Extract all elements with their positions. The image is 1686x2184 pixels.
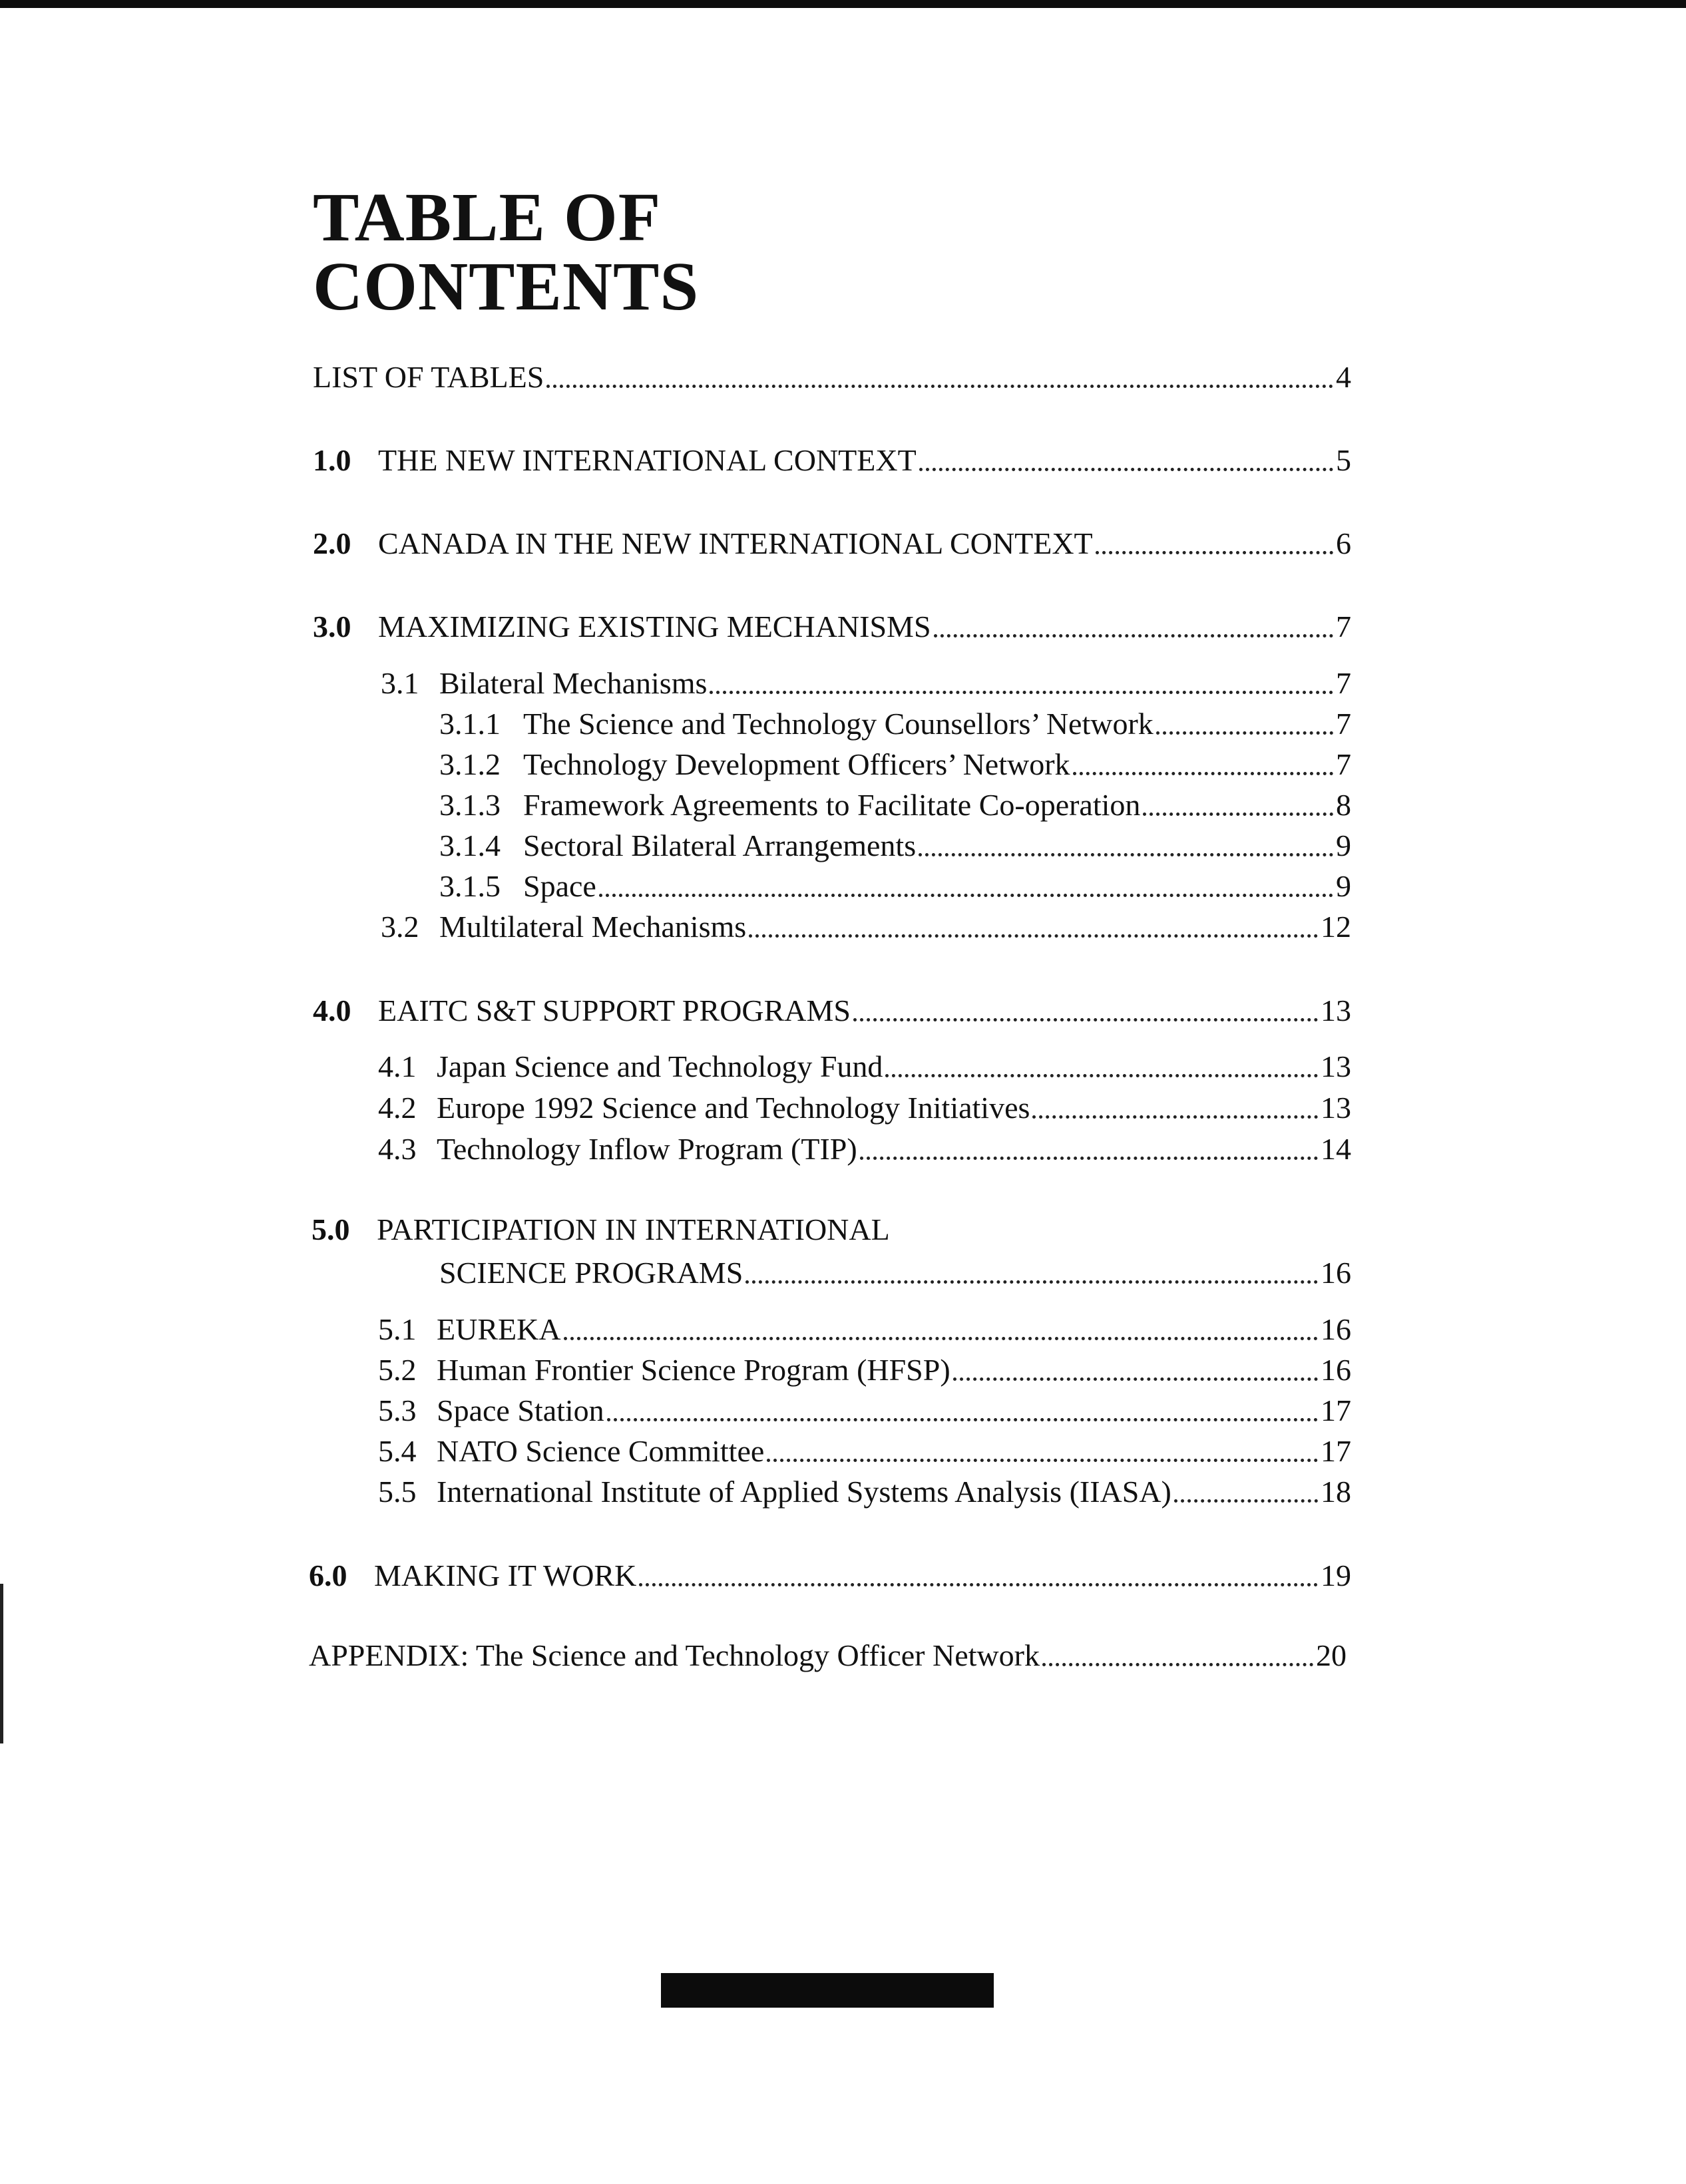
toc-entry-5-5[interactable]: [378, 1471, 1351, 1511]
toc-entry-5-2[interactable]: [378, 1349, 1351, 1389]
toc-entry-page: 7: [1336, 666, 1351, 700]
toc-entry-number: 3.1: [381, 666, 419, 700]
dot-leader: [853, 1018, 1318, 1021]
toc-entry-label: LIST OF TABLES: [313, 360, 544, 394]
dot-leader: [1143, 813, 1333, 816]
toc-entry-label: SCIENCE PROGRAMS: [439, 1256, 743, 1290]
toc-entry-number: 3.1.2: [439, 747, 501, 781]
toc-entry-4-0[interactable]: [313, 990, 1351, 1029]
toc-entry-number: 3.1.5: [439, 869, 501, 903]
toc-entry-label: Multilateral Mechanisms: [439, 910, 747, 944]
toc-entry-page: 13: [1321, 1091, 1351, 1125]
toc-entry-label: NATO Science Committee: [437, 1434, 765, 1468]
toc-entry-label: CANADA IN THE NEW INTERNATIONAL CONTEXT: [378, 526, 1093, 560]
toc-entry-label: Technology Development Officers’ Network: [523, 747, 1070, 781]
dot-leader: [953, 1377, 1318, 1381]
toc-entry-number: 3.2: [381, 910, 419, 944]
toc-entry-page: 13: [1321, 1049, 1351, 1083]
toc-entry-page: 16: [1321, 1256, 1351, 1290]
toc-entry-number: 3.0: [313, 610, 351, 643]
dot-leader: [710, 691, 1333, 694]
toc-entry-3-1-5[interactable]: [439, 865, 1351, 905]
toc-entry-number: 5.4: [378, 1434, 417, 1468]
toc-entry-page: 17: [1321, 1434, 1351, 1468]
toc-entry-page: 7: [1336, 747, 1351, 781]
toc-entry-label: THE NEW INTERNATIONAL CONTEXT: [378, 443, 917, 477]
toc-entry-6-0[interactable]: [309, 1554, 1351, 1594]
page-title-line-2: CONTENTS: [313, 248, 700, 325]
toc-entry-page: 6: [1336, 526, 1351, 560]
dot-leader: [749, 934, 1318, 938]
dot-leader: [919, 853, 1333, 856]
toc-entry-page: 7: [1336, 610, 1351, 643]
toc-entry-label: Space Station: [437, 1393, 604, 1427]
dot-leader: [546, 385, 1333, 388]
toc-entry-page: 9: [1336, 869, 1351, 903]
toc-entry-label: MAKING IT WORK: [374, 1558, 637, 1592]
toc-entry-page: 18: [1321, 1475, 1351, 1509]
redaction-bar: [661, 1973, 994, 2008]
toc-entry-3-1-4[interactable]: [439, 824, 1351, 864]
dot-leader: [639, 1583, 1318, 1586]
toc-entry-number: 4.3: [378, 1132, 417, 1166]
toc-entry-label: Sectoral Bilateral Arrangements: [523, 828, 917, 862]
toc-entry-4-1[interactable]: [378, 1045, 1351, 1085]
page-title-line-1: TABLE OF: [313, 179, 662, 256]
toc-entry-3-1[interactable]: [381, 662, 1351, 702]
toc-entry-3-1-3[interactable]: [439, 784, 1351, 824]
toc-entry-3-0[interactable]: [313, 606, 1351, 645]
toc-entry-label: The Science and Technology Counsellors’ Network: [523, 707, 1154, 741]
toc-entry-number: 3.1.4: [439, 828, 501, 862]
toc-entry-number: 5.0: [312, 1212, 350, 1246]
toc-entry-1-0[interactable]: [313, 439, 1351, 479]
dot-leader: [1174, 1499, 1318, 1503]
dot-leader: [607, 1418, 1318, 1421]
dot-leader: [1096, 551, 1333, 554]
toc-entry-label: Bilateral Mechanisms: [439, 666, 708, 700]
dot-leader: [860, 1157, 1318, 1160]
toc-entry-label: EAITC S&T SUPPORT PROGRAMS: [378, 994, 851, 1027]
toc-entry-page: 17: [1321, 1393, 1351, 1427]
toc-entry-label: Japan Science and Technology Fund: [437, 1049, 883, 1083]
toc-entry-list-of-tables[interactable]: [313, 356, 1351, 396]
dot-leader: [1032, 1115, 1318, 1119]
toc-entry-5-3[interactable]: [378, 1389, 1351, 1429]
toc-entry-label: Space: [523, 869, 596, 903]
toc-entry-number: 3.1.1: [439, 707, 501, 741]
dot-leader: [885, 1074, 1318, 1077]
dot-leader: [1156, 731, 1333, 735]
toc-entry-5-0-line-1[interactable]: [312, 1211, 890, 1248]
toc-entry-number: 5.5: [378, 1475, 417, 1509]
toc-entry-3-1-2[interactable]: [439, 743, 1351, 783]
toc-entry-label: International Institute of Applied Systems Analysis (IIASA): [437, 1475, 1171, 1509]
toc-entry-appendix[interactable]: [309, 1634, 1347, 1674]
toc-entry-page: 5: [1336, 443, 1351, 477]
dot-leader: [1073, 772, 1333, 775]
toc-entry-page: 12: [1321, 910, 1351, 944]
toc-entry-number: 2.0: [313, 526, 351, 560]
toc-entry-3-1-1[interactable]: [439, 703, 1351, 743]
dot-leader: [1042, 1663, 1313, 1666]
toc-entry-page: 16: [1321, 1353, 1351, 1387]
toc-entry-number: 4.0: [313, 994, 351, 1027]
toc-entry-page: 20: [1316, 1638, 1347, 1672]
toc-entry-page: 8: [1336, 788, 1351, 822]
toc-entry-4-3[interactable]: [378, 1128, 1351, 1168]
toc-entry-number: 5.1: [378, 1312, 417, 1346]
toc-entry-page: 4: [1336, 360, 1351, 394]
dot-leader: [564, 1337, 1318, 1340]
toc-entry-number: 5.2: [378, 1353, 417, 1387]
toc-entry-number: 4.1: [378, 1049, 417, 1083]
toc-entry-2-0[interactable]: [313, 522, 1351, 562]
toc-entry-3-2[interactable]: [381, 906, 1351, 946]
toc-entry-label: Technology Inflow Program (TIP): [437, 1132, 857, 1166]
dot-leader: [934, 634, 1333, 637]
toc-entry-5-4[interactable]: [378, 1430, 1351, 1470]
toc-entry-4-2[interactable]: [378, 1087, 1351, 1127]
toc-entry-page: 9: [1336, 828, 1351, 862]
dot-leader: [745, 1280, 1318, 1284]
toc-entry-number: 3.1.3: [439, 788, 501, 822]
toc-entry-page: 14: [1321, 1132, 1351, 1166]
toc-entry-page: 7: [1336, 707, 1351, 741]
dot-leader: [599, 894, 1333, 897]
toc-entry-label: APPENDIX: The Science and Technology Officer Network: [309, 1638, 1040, 1672]
toc-entry-page: 19: [1321, 1558, 1351, 1592]
toc-entry-5-0-line-2[interactable]: [439, 1252, 1351, 1292]
toc-entry-page: 13: [1321, 994, 1351, 1027]
toc-entry-5-1[interactable]: [378, 1308, 1351, 1348]
dot-leader: [919, 468, 1333, 471]
toc-entry-number: 5.3: [378, 1393, 417, 1427]
dot-leader: [767, 1459, 1318, 1462]
toc-entry-number: 6.0: [309, 1558, 347, 1592]
toc-entry-label: MAXIMIZING EXISTING MECHANISMS: [378, 610, 931, 643]
toc-entry-label: EUREKA: [437, 1312, 561, 1346]
toc-entry-label: PARTICIPATION IN INTERNATIONAL: [377, 1212, 890, 1246]
toc-entry-number: 1.0: [313, 443, 351, 477]
toc-entry-page: 16: [1321, 1312, 1351, 1346]
toc-entry-label: Human Frontier Science Program (HFSP): [437, 1353, 950, 1387]
toc-entry-number: 4.2: [378, 1091, 417, 1125]
toc-entry-label: Europe 1992 Science and Technology Initiatives: [437, 1091, 1030, 1125]
toc-entry-label: Framework Agreements to Facilitate Co-operation: [523, 788, 1141, 822]
